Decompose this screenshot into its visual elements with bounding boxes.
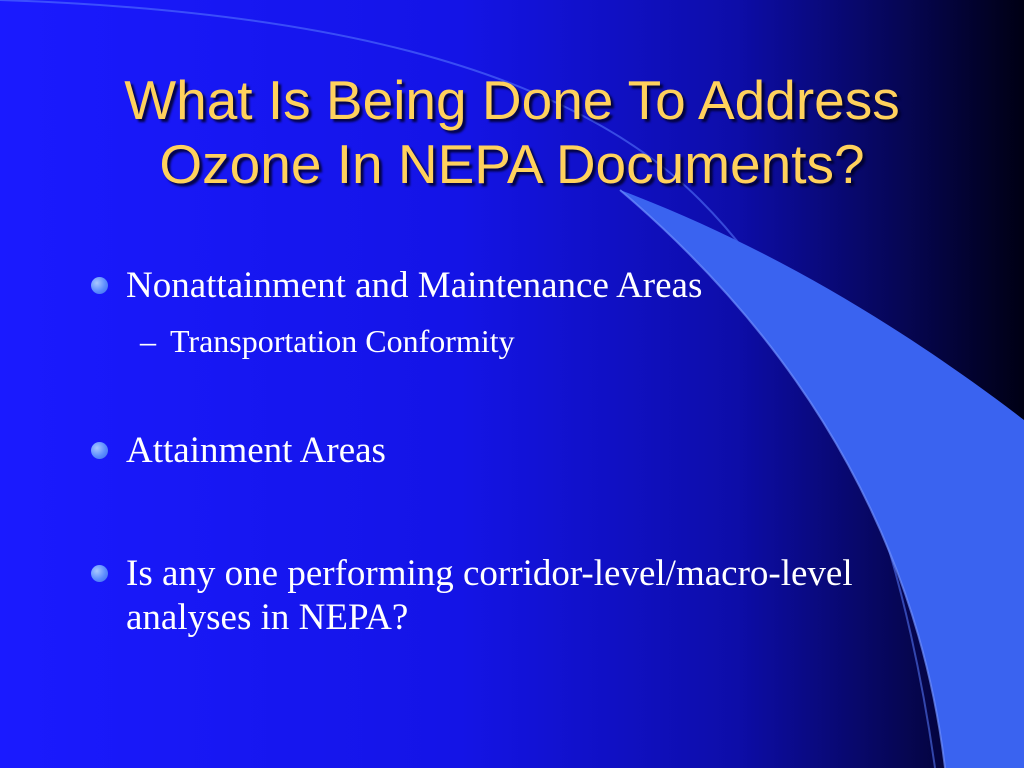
bullet-text: Nonattainment and Maintenance Areas [126, 265, 703, 306]
sub-bullet-item [140, 322, 515, 360]
bullet-text: Is any one performing corridor-level/macro-level analyses in NEPA? [126, 553, 853, 638]
bullet-item [126, 264, 956, 308]
bullet-item [126, 552, 956, 640]
bullet-dot-icon [91, 442, 108, 459]
slide-title: What Is Being Done To Address Ozone In NEPA Documents? [124, 69, 900, 195]
bullet-text: Attainment Areas [126, 430, 386, 471]
bullet-dot-icon [91, 565, 108, 582]
bullet-dot-icon [91, 277, 108, 294]
bullet-item [126, 429, 956, 473]
sub-bullet-dash-icon: – [140, 323, 156, 359]
sub-bullet-text: Transportation Conformity [170, 323, 515, 359]
